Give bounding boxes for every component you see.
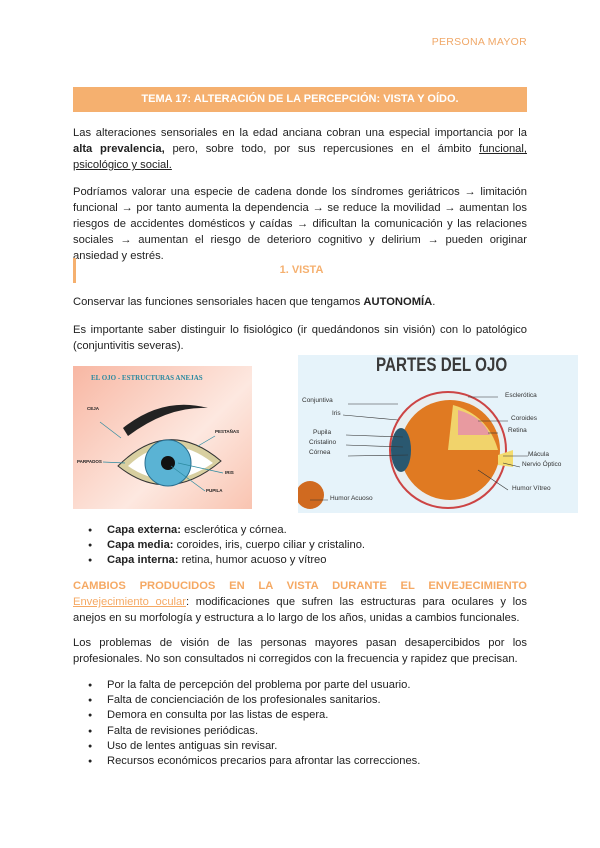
text: retina, humor acuoso y vítreo [178, 554, 327, 567]
label-macula: Mácula [528, 451, 549, 458]
label-conjuntiva: Conjuntiva [302, 397, 333, 404]
label-cornea: Córnea [309, 449, 331, 456]
underlined-term: Envejecimiento ocular [73, 596, 186, 608]
label-coroides: Coroides [511, 415, 538, 422]
label-retina: Retina [508, 427, 527, 434]
list-item [107, 523, 561, 538]
bold-text: AUTONOMÍA [363, 296, 433, 308]
text: coroides, iris, cuerpo ciliar y cristalino. [173, 539, 366, 552]
image-title: PARTES DEL OJO [376, 355, 508, 376]
page-title: TEMA 17: ALTERACIÓN DE LA PERCEPCIÓN: VISTA Y OÍDO. [73, 87, 527, 112]
label-humor-acuoso: Humor Acuoso [330, 495, 373, 502]
list-item: ● Demora en consulta por las listas de espera. [107, 708, 561, 723]
changes-paragraph [73, 594, 527, 626]
label-pupila: PUPILA [206, 488, 223, 493]
label-iris: IRIS [225, 470, 234, 475]
changes-block [73, 578, 527, 626]
list-item: ● Uso de lentes antiguas sin revisar. [107, 739, 561, 754]
label-esclerotica: Esclerótica [505, 392, 537, 399]
text: Las alteraciones sensoriales en la edad anciana cobran una especial importancia por la [73, 127, 527, 139]
list-item: ● Falta de concienciación de los profesionales sanitarios. [107, 693, 561, 708]
changes-heading: CAMBIOS PRODUCIDOS EN LA VISTA DURANTE EL ENVEJECIMIENTO [73, 580, 527, 592]
list-item [107, 538, 561, 553]
problems-paragraph: Los problemas de visión de las personas mayores pasan desapercibidos por los profesionales. No son consultados ni corregidos con la frecuencia y rapidez que precisan. [73, 637, 527, 665]
label-pupila: Pupila [313, 429, 332, 436]
underlined-text: funcional, psicológico y social. [73, 143, 527, 171]
running-header: PERSONA MAYOR [431, 36, 527, 48]
image-title: EL OJO - ESTRUCTURAS ANEJAS [91, 374, 203, 382]
text: : modificaciones que sufren las estructuras para oculares y los anejos en su morfología y estructura a lo largo de los años, unidas a cambios funcionales. [73, 596, 527, 624]
label-cristalino: Cristalino [309, 439, 337, 446]
text: pero, sobre todo, por sus repercusiones en el ámbito [164, 143, 480, 155]
reasons-list [73, 678, 561, 769]
list-item: ● Por la falta de percepción del problema por parte del usuario. [107, 678, 561, 693]
label-nervio-optico: Nervio Óptico [522, 461, 562, 468]
label-iris: Iris [332, 410, 341, 417]
intro-paragraph-1 [73, 125, 527, 173]
eye-parts-image [298, 355, 578, 513]
eye-illustration [73, 366, 252, 509]
list-item: ● Recursos económicos precarios para afrontar las correcciones. [107, 754, 561, 769]
label-parpados: PARPADOS [77, 459, 102, 464]
bold-text: alta prevalencia, [73, 143, 165, 155]
section-heading-vista: 1. VISTA [73, 258, 527, 283]
eye-adnexa-image [73, 366, 252, 509]
text: esclerótica y córnea. [181, 524, 287, 536]
label-pestanas: PESTAÑAS [215, 429, 240, 434]
label-ceja: CEJA [87, 406, 100, 411]
label-humor-vitreo: Humor Vítreo [512, 485, 551, 492]
text: Conservar las funciones sensoriales hacen que tengamos [73, 296, 364, 308]
bold-text: Capa externa: [107, 524, 181, 536]
text: . [432, 296, 436, 308]
bold-text: Capa interna: [107, 554, 179, 567]
bold-text: Capa media: [107, 539, 174, 552]
list-item [107, 553, 561, 568]
list-item: ● Falta de revisiones periódicas. [107, 724, 561, 739]
physiological-paragraph: Es importante saber distinguir lo fisiológico (ir quedándonos sin visión) con lo patológico (conjuntivitis severas). [73, 324, 527, 352]
autonomy-paragraph [73, 294, 527, 310]
intro-paragraph-2: Podríamos valorar una especie de cadena donde los síndromes geriátricos → limitación funcional → por tanto aumenta la dependencia → se reduce la movilidad → aumentan los riesgos de accidentes domésticos y caídas → dificultan la comunicación y las relaciones sociales → aumentan el riesgo de deterioro cognitivo y delirium → pueden originar ansiedad y estrés. [73, 186, 527, 262]
eye-layers-list [73, 523, 561, 569]
